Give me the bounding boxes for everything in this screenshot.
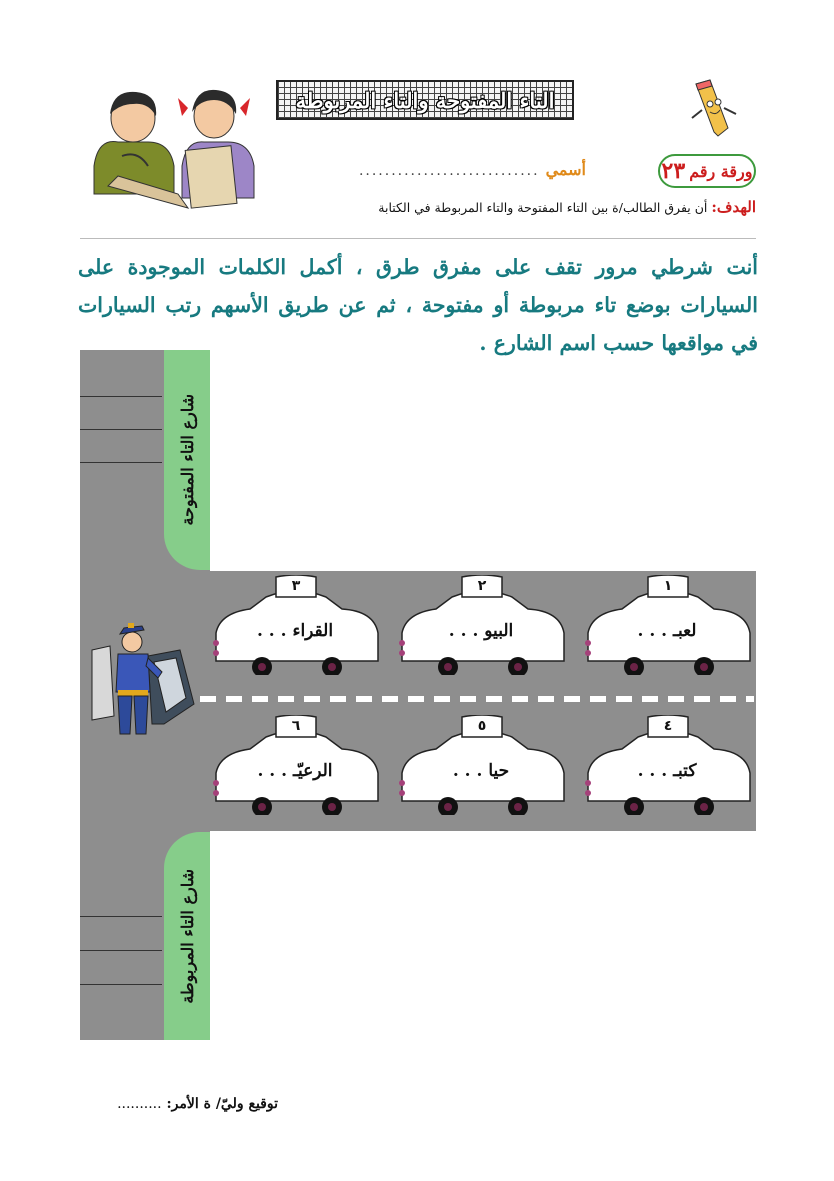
- sheet-label: ورقة رقم: [689, 161, 753, 181]
- car-number: ٥: [477, 718, 487, 734]
- car-word[interactable]: الرعيّـ . . .: [257, 761, 333, 781]
- car-4[interactable]: [584, 715, 752, 815]
- open-taa-street-label: شارع التاء المفتوحة: [177, 394, 197, 526]
- car-number: ٤: [663, 718, 673, 734]
- goal-line: [300, 198, 756, 220]
- tied-taa-street-label: شارع التاء المربوطة: [177, 868, 197, 1004]
- worksheet-title: [276, 80, 574, 120]
- guardian-signature-label: توقيع وليّ/ ة الأمر:: [166, 1096, 278, 1112]
- sidewalk-line: [80, 916, 162, 917]
- sidewalk-line: [80, 462, 162, 463]
- car-word[interactable]: كتبـ . . .: [637, 761, 697, 781]
- sheet-number: ٢٣: [661, 158, 686, 184]
- pencil-mascot-icon: [688, 78, 742, 140]
- name-blank[interactable]: ............................: [358, 163, 540, 179]
- car-word[interactable]: لعبـ . . .: [637, 621, 697, 641]
- sidewalk-line: [80, 396, 162, 397]
- guardian-signature[interactable]: [86, 1096, 278, 1112]
- car-6[interactable]: [212, 715, 380, 815]
- open-taa-street[interactable]: [164, 350, 210, 570]
- car-word[interactable]: القراء . . .: [256, 621, 334, 641]
- car-2[interactable]: [398, 575, 566, 675]
- guardian-signature-blank[interactable]: ..........: [117, 1096, 162, 1112]
- sidewalk-line: [80, 984, 162, 985]
- header-divider: [80, 238, 756, 239]
- car-5[interactable]: [398, 715, 566, 815]
- car-word[interactable]: البيو . . .: [448, 621, 514, 641]
- name-label: أسمي: [545, 160, 586, 179]
- instructions-paragraph: أنت شرطي مرور تقف على مفرق طرق ، أكمل الكلمات الموجودة على السيارات بوضع تاء مربوطة أو مفتوحة ، ثم عن طريق الأسهم رتب السيارات في مواقعها حسب اسم الشارع .: [78, 255, 758, 355]
- car-1[interactable]: [584, 575, 752, 675]
- sidewalk-line: [80, 950, 162, 951]
- worksheet-title-text: التاء المفتوحة والتاء المربوطة: [295, 87, 555, 113]
- car-3[interactable]: [212, 575, 380, 675]
- tied-taa-street[interactable]: [164, 832, 210, 1040]
- sidewalk-line: [80, 429, 162, 430]
- car-number: ٢: [477, 578, 487, 594]
- name-field[interactable]: [310, 160, 586, 182]
- car-number: ٣: [291, 578, 301, 594]
- sheet-number-badge: [658, 154, 756, 188]
- goal-text: أن يفرق الطالب/ة بين التاء المفتوحة والتاء المربوطة في الكتابة: [378, 200, 708, 215]
- children-reading-illustration: [78, 86, 270, 216]
- car-number: ١: [663, 578, 673, 594]
- lane-divider: [200, 696, 754, 702]
- traffic-police-icon: [88, 620, 200, 738]
- car-word[interactable]: حيا . . .: [452, 761, 510, 781]
- car-number: ٦: [291, 718, 301, 734]
- goal-label: الهدف:: [711, 198, 756, 216]
